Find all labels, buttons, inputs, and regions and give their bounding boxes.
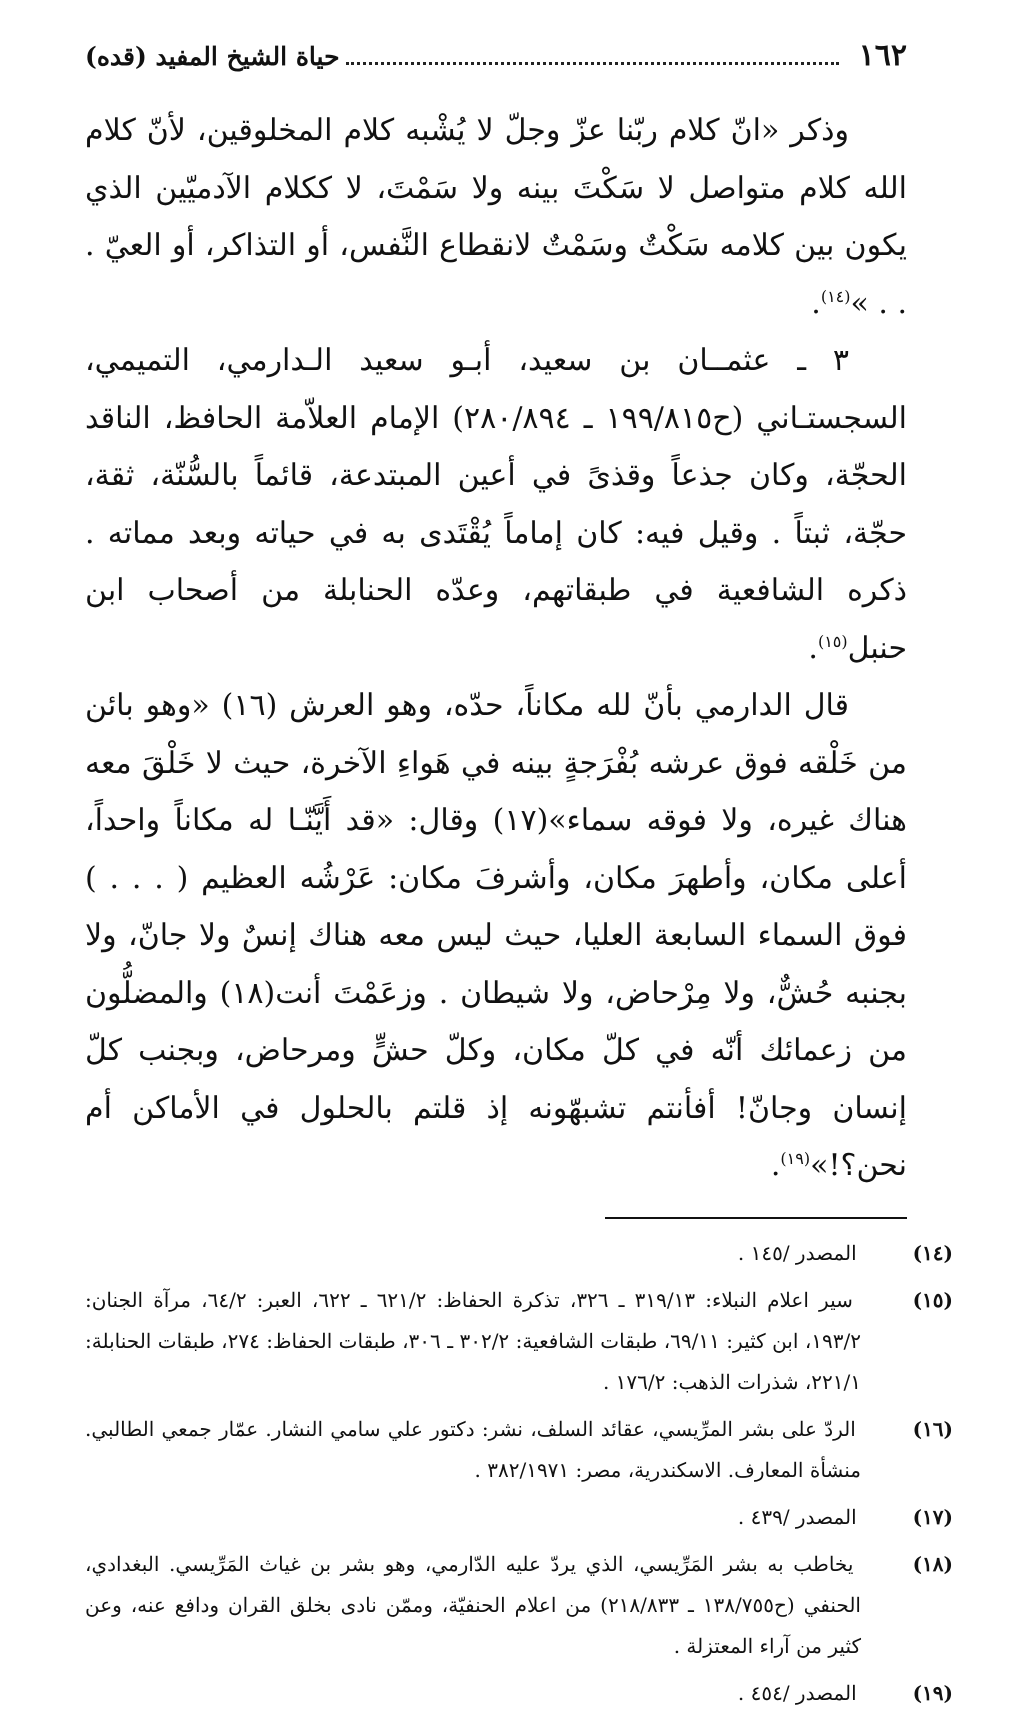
footnote-number: (١٦) xyxy=(912,1416,954,1441)
page-number: ١٦٢ xyxy=(858,38,907,73)
footnote-number: (١٥) xyxy=(912,1287,953,1312)
footnote-number: (١٤) xyxy=(912,1240,953,1265)
footnote-text: سير اعلام النبلاء: ٣١٩/١٣ ـ ٣٢٦، تذكرة الحفاظ: ٦٢١/٢ ـ ٦٢٢، العبر: ٦٤/٢، مرآة الجنان: ١٩٣/٢، ابن كثير: ٦٩/١١، طبقات الشافعية: ٣٠٢/٢ ـ ٣٠٦، طبقات الحفاظ: ٢٧٤، طبقات الحنابلة: ٢٢١/١، شذرات الذهب: ١٧٦/٢ . xyxy=(85,1287,862,1394)
paragraph xyxy=(85,332,907,677)
footnotes xyxy=(85,1233,954,1714)
paragraph xyxy=(85,677,907,1195)
header-dot-leader xyxy=(346,61,839,65)
paragraph-text: قال الدارمي بأنّ لله مكاناً، حدّه، وهو العرش (١٦) «وهو بائن من خَلْقه فوق عرشه بُفْرَجةٍ بينه في هَواءِ الآخرة، حيث لا خَلْقَ معه هناك غيره، ولا فوقه سماء»(١٧) وقال: «قد أَيَّنّـا له مكاناً واحداً، أعلى مكان، وأطهرَ مكان، وأشرفَ مكان: عَرْشُه العظيم ( . . . ) فوق السماء السابعة العليا، حيث ليس معه هناك إنسٌ ولا جانّ، ولا بجنبه حُشٌّ، ولا مِرْحاض، ولا شيطان . وزعَمْتَ أنت(١٨) والمضلُّون من زعمائك أنّه في كلّ مكان، وكلّ حشٍّ ومرحاض، وبجنب كلّ إنسان وجانّ! أفأنتم تشبهّونه إذ قلتم بالحلول في الأماكن أم نحن؟!» xyxy=(85,688,907,1183)
paragraph-tail: . xyxy=(808,630,818,666)
footnote-ref[interactable]: (١٥) xyxy=(817,631,848,651)
paragraph-tail: . xyxy=(770,1148,781,1183)
book-page xyxy=(85,38,954,1720)
footnote-text: الردّ على بشر المرِّيسي، عقائد السلف، نشر: دكتور علي سامي النشار. عمّار جمعي الطالبي. منشأة المعارف. الاسكندرية، مصر: ٣٨٢/١٩٧١ . xyxy=(85,1416,861,1482)
footnote xyxy=(85,1233,953,1274)
footnote-text: المصدر /٤٣٩ . xyxy=(737,1504,857,1529)
footnote-number: (١٨) xyxy=(912,1551,953,1576)
footnote-ref[interactable]: (١٩) xyxy=(780,1149,811,1168)
paragraph-tail: . xyxy=(811,285,821,321)
running-title: حياة الشيخ المفيد (قده) xyxy=(85,42,340,71)
footnote xyxy=(85,1409,954,1491)
paragraph-text: ٣ ـ عثمــان بن سعيد، أبـو سعيد الـدارمي، التميمي، السجستـاني (ح١٩٩/٨١٥ ـ ٢٨٠/٨٩٤) الإمام العلاّمة الحافظ، الناقد الحجّة، وكان جذعاً وقذىً في أعين المبتدعة، قائماً بالسُّنّة، ثقة، حجّة، ثبتاً . وقيل فيه: كان إماماً يُقْتَدى به في حياته وبعد مماته . ذكره الشافعية في طبقاتهم، وعدّه الحنابلة من أصحاب ابن حنبل xyxy=(85,343,907,666)
footnote xyxy=(85,1544,953,1667)
footnote-number: (١٩) xyxy=(912,1680,953,1705)
footnote-text: يخاطب به بشر المَرِّيسي، الذي يردّ عليه الدّارمي، وهو بشر بن غياث المَرِّيسي. البغدادي، الحنفي (ح١٣٨/٧٥٥ ـ ٢١٨/٨٣٣) من اعلام الحنفيّة، وممّن نادى بخلق القران ودافع عنه، وعن كثير من آراء المعتزلة . xyxy=(85,1551,861,1658)
footnote xyxy=(85,1280,953,1403)
footnote-text: المصدر /١٤٥ . xyxy=(737,1240,857,1265)
footnote-separator xyxy=(605,1217,907,1219)
footnote xyxy=(85,1673,953,1714)
main-text xyxy=(85,102,907,1195)
paragraph xyxy=(85,102,907,332)
paragraph-text: وذكر «انّ كلام ربّنا عزّ وجلّ لا يُشْبه كلام المخلوقين، لأنّ كلام الله كلام متواصل لا سَكْتَ بينه ولا سَمْتَ، لا ككلام الآدميّين الذي يكون بين كلامه سَكْتٌ وسَمْتٌ لانقطاع النَّفس، أو التذاكر، أو العيّ . . . » xyxy=(85,113,908,321)
footnote xyxy=(85,1497,953,1538)
footnote-text: المصدر /٤٥٤ . xyxy=(737,1680,857,1705)
footnote-number: (١٧) xyxy=(912,1504,953,1529)
page-header xyxy=(85,38,907,84)
footnote-ref[interactable]: (١٤) xyxy=(820,286,851,306)
